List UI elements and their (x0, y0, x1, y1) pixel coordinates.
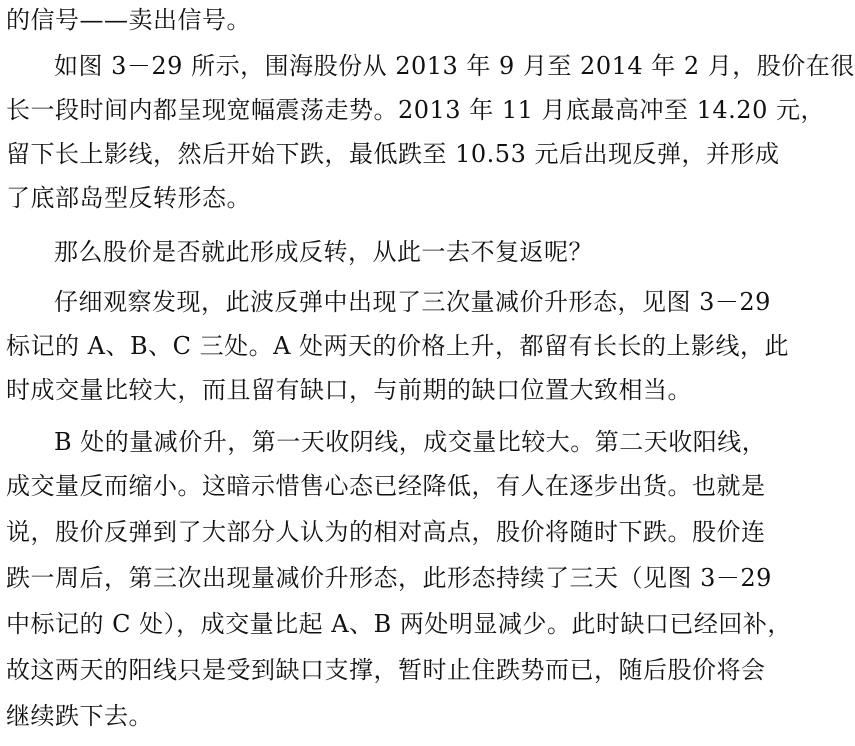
text-line-16: 继续跌下去。 (6, 702, 153, 730)
text-line-5: 了底部岛型反转形态。 (6, 184, 251, 212)
text-line-9: 时成交量比较大，而且留有缺口，与前期的缺口位置大致相当。 (6, 376, 692, 404)
text-line-13: 跌一周后，第三次出现量减价升形态，此形态持续了三天（见图 3－29 (6, 564, 772, 592)
text-line-4: 留下长上影线，然后开始下跌，最低跌至 10.53 元后出现反弹，并形成 (6, 140, 780, 168)
text-line-8: 标记的 A、B、C 三处。A 处两天的价格上升，都留有长长的上影线，此 (6, 332, 790, 360)
text-line-3: 长一段时间内都呈现宽幅震荡走势。2013 年 11 月底最高冲至 14.20 元， (6, 96, 825, 124)
text-line-10: B 处的量减价升，第一天收阴线，成交量比较大。第二天收阳线， (54, 428, 767, 456)
text-line-1: 的信号——卖出信号。 (6, 6, 251, 34)
text-line-6: 那么股价是否就此形成反转，从此一去不复返呢？ (54, 238, 593, 266)
text-line-7: 仔细观察发现，此波反弹中出现了三次量减价升形态，见图 3－29 (54, 288, 771, 316)
text-line-12: 说，股价反弹到了大部分人认为的相对高点，股价将随时下跌。股价连 (6, 518, 766, 546)
text-line-15: 故这两天的阳线只是受到缺口支撑，暂时止住跌势而已，随后股价将会 (6, 656, 766, 684)
text-line-11: 成交量反而缩小。这暗示惜售心态已经降低，有人在逐步出货。也就是 (6, 472, 766, 500)
text-line-14: 中标记的 C 处），成交量比起 A、B 两处明显减少。此时缺口已经回补， (6, 610, 792, 638)
text-line-2: 如图 3－29 所示，围海股份从 2013 年 9 月至 2014 年 2 月，股价在很 (54, 52, 855, 80)
